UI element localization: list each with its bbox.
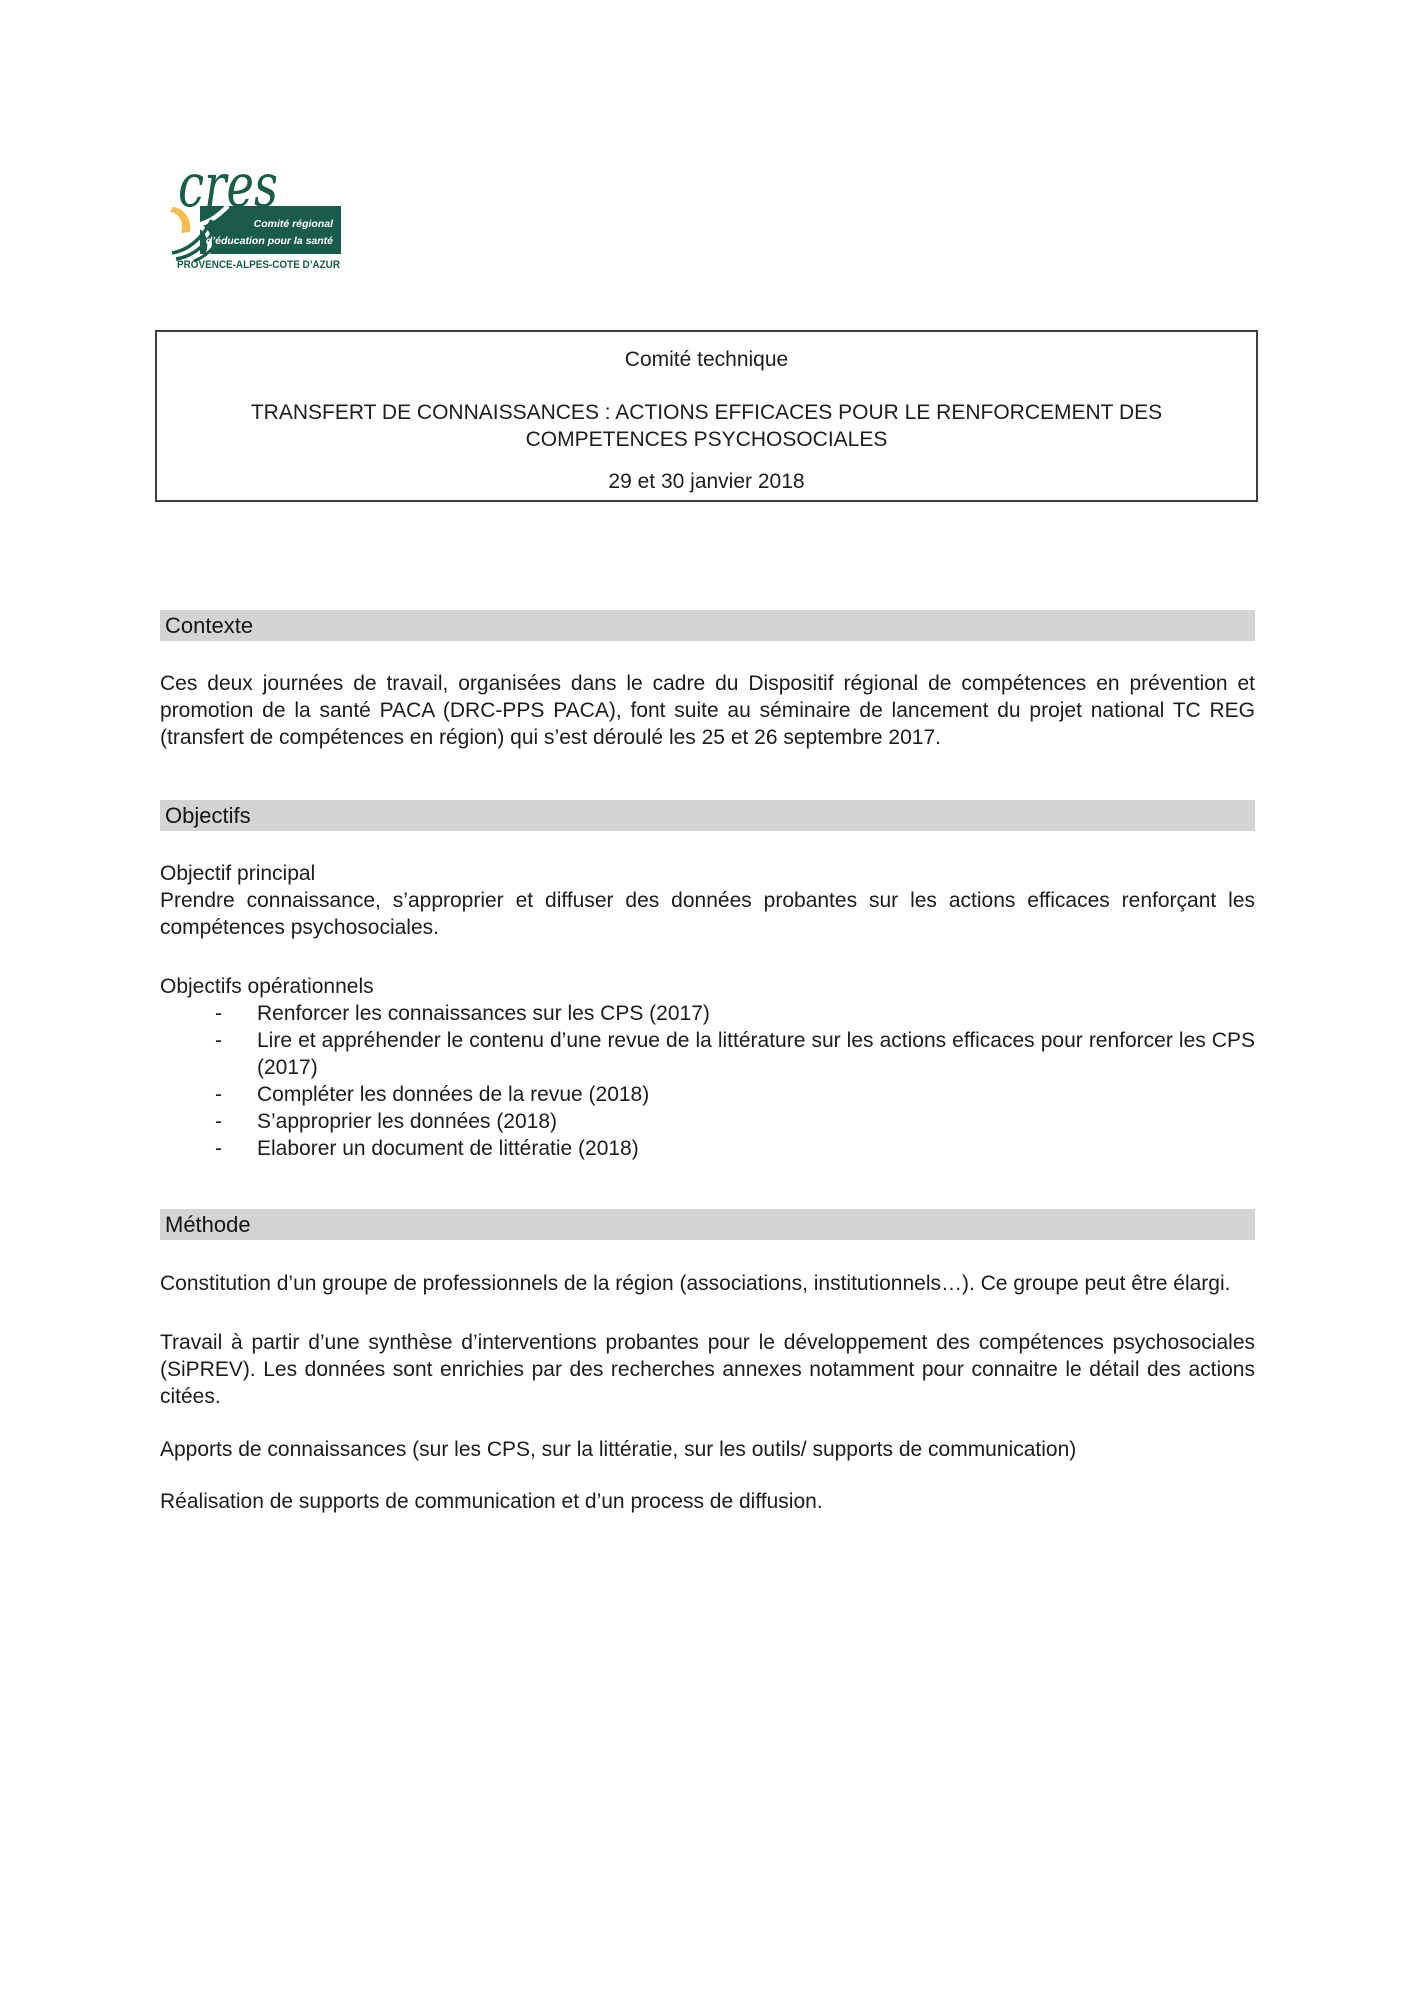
title-box [155,330,1258,502]
section-heading-objectifs: Objectifs [160,800,1255,831]
objectif-principal-text: Prendre connaissance, s’approprier et diffuser des données probantes sur les actions efficaces renforçant les compétences psychosociales. [160,889,1255,939]
logo-banner-line2: d’éducation pour la santé [205,235,333,247]
methode-paragraph: Apports de connaissances (sur les CPS, sur la littératie, sur les outils/ supports de communication) [160,1438,1077,1461]
list-item: - Elaborer un document de littératie (2018) [160,1135,1255,1162]
list-item: - Compléter les données de la revue (2018) [160,1081,1255,1108]
logo-wordmark: cres [178,160,278,221]
section-heading-methode: Méthode [160,1209,1255,1240]
cres-logo-graphic [170,160,345,272]
document-title: TRANSFERT DE CONNAISSANCES : ACTIONS EFFICACES POUR LE RENFORCEMENT DES COMPETENCES PSYCHOSOCIALES [250,401,1163,451]
logo-banner-line1: Comité régional [253,218,333,230]
objectifs-operationnels-label: Objectifs opérationnels [160,975,374,998]
contexte-paragraph: Ces deux journées de travail, organisées dans le cadre du Dispositif régional de compétences en prévention et promotion de la santé PACA (DRC-PPS PACA), font suite au séminaire de lancement du projet national TC REG (transfert de compétences en région) qui s’est déroulé les 25 et 26 septembre 2017. [160,672,1255,749]
list-item: - S’approprier les données (2018) [160,1108,1255,1135]
methode-paragraph: Constitution d’un groupe de professionnels de la région (associations, institutionnels…). Ce groupe peut être élargi. [160,1272,1231,1295]
list-item: - Renforcer les connaissances sur les CPS (2017) [160,1000,1255,1027]
document-body [160,610,1255,1515]
methode-paragraph: Travail à partir d’une synthèse d’interventions probantes pour le développement des compétences psychosociales (SiPREV). Les données sont enrichies par des recherches annexes notamment pour connaitre le détail des actions citées. [160,1331,1255,1408]
document-date: 29 et 30 janvier 2018 [608,470,805,493]
committee-label: Comité technique [624,348,789,371]
methode-paragraph: Réalisation de supports de communication et d’un process de diffusion. [160,1490,823,1513]
cres-logo [170,160,345,272]
logo-region-label: PROVENCE-ALPES-COTE D’AZUR [177,259,341,271]
objectifs-list [160,1000,1255,1162]
list-item: - Lire et appréhender le contenu d’une revue de la littérature sur les actions efficaces pour renforcer les CPS (2017) [160,1027,1255,1081]
section-heading-contexte: Contexte [160,610,1255,641]
objectif-principal-label: Objectif principal [160,862,316,885]
